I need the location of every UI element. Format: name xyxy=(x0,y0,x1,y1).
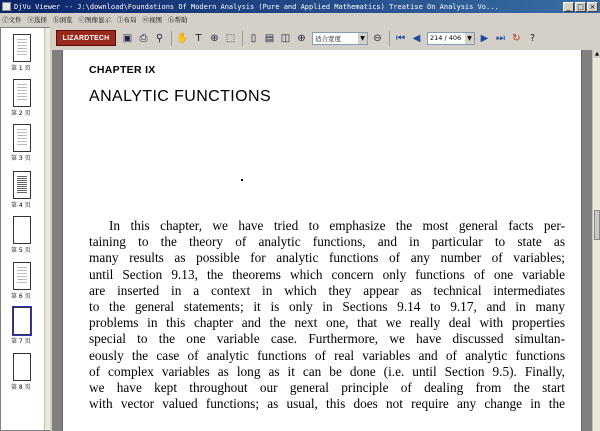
app-icon xyxy=(2,2,11,11)
thumbnail-label: 第 5 页 xyxy=(11,247,31,254)
page-number-field[interactable] xyxy=(427,32,475,45)
first-page-icon[interactable]: ⏮ xyxy=(396,32,405,44)
zoom-tool-icon[interactable]: ⊕ xyxy=(210,32,219,44)
menu-image-display[interactable]: ⓒ图像显示 xyxy=(78,16,111,24)
page-thumbnail[interactable] xyxy=(13,216,31,244)
zoom-value: 适合宽度 xyxy=(315,34,341,43)
page-number-value: 214 / 406 xyxy=(430,34,462,42)
page-thumbnail[interactable] xyxy=(13,171,31,199)
window-title: DjVu Viewer -- J:\download\Foundations Of Modern Analysis (Pure and Applied Mathematics) Treatise On Analysis Vo... xyxy=(14,2,499,11)
menu-browse[interactable]: ⓑ浏览 xyxy=(53,16,73,24)
text-line: of complex variables as long as it can be done (i.e. until Section 9.5). Finally, xyxy=(89,363,565,379)
facing-pages-icon[interactable]: ◫ xyxy=(280,32,291,44)
menu-bar xyxy=(0,13,600,26)
close-button[interactable]: × xyxy=(587,2,598,12)
page-thumbnail[interactable] xyxy=(13,353,31,381)
thumbnail-label: 第 2 页 xyxy=(11,110,31,117)
chapter-number: CHAPTER IX xyxy=(89,64,156,76)
menu-view[interactable]: ⓦ视图 xyxy=(142,16,162,24)
thumbnail-label: 第 1 页 xyxy=(11,65,31,72)
chevron-down-icon[interactable]: ▼ xyxy=(465,33,474,44)
thumbnail-label: 第 3 页 xyxy=(11,155,31,162)
text-line: In this chapter, we have tried to emphasize the most general facts per- xyxy=(109,218,565,233)
text-line: with vector valued functions; as usual, this does not require any change in the xyxy=(89,396,565,412)
rotate-icon[interactable]: ↻ xyxy=(512,32,521,44)
single-page-icon[interactable]: ▯ xyxy=(250,32,257,44)
page-thumbnail[interactable] xyxy=(13,34,31,62)
find-icon[interactable]: ⚲ xyxy=(155,32,164,44)
thumbnail-scrollbar[interactable] xyxy=(44,28,50,430)
save-icon[interactable]: ▣ xyxy=(122,32,133,44)
toolbar-separator xyxy=(389,31,390,46)
text-line: problems in this chapter and the next one, that we really deal with properties xyxy=(89,315,565,331)
text-line: eously the case of analytic functions of real variables and of analytic functions xyxy=(89,347,565,363)
lizardtech-logo[interactable]: LIZARDTECH xyxy=(56,30,116,46)
body-paragraph xyxy=(89,218,565,412)
document-view[interactable] xyxy=(52,50,592,431)
menu-layout[interactable]: ⓛ布局 xyxy=(117,16,137,24)
toolbar xyxy=(52,27,600,49)
menu-file[interactable]: ⓕ文件 xyxy=(2,16,22,24)
thumbnail-label: 第 4 页 xyxy=(11,202,31,209)
text-select-icon[interactable]: T xyxy=(195,32,202,44)
text-line: taining to the theory of analytic functions, and in particular to state as xyxy=(89,234,565,250)
continuous-page-icon[interactable]: ▤ xyxy=(264,32,275,44)
next-page-icon[interactable]: ▶ xyxy=(480,32,489,44)
toolbar-separator xyxy=(242,31,243,46)
maximize-button[interactable]: □ xyxy=(575,2,586,12)
menu-select[interactable]: ⓢ选择 xyxy=(27,16,47,24)
help-icon[interactable]: ? xyxy=(529,32,536,44)
minimize-button[interactable]: _ xyxy=(563,2,574,12)
page-thumbnail-selected[interactable] xyxy=(13,307,31,335)
text-line: special to the one variable case. Furthermore, we have discussed simultan- xyxy=(89,331,565,347)
scrollbar-thumb[interactable] xyxy=(594,210,600,240)
previous-page-icon[interactable]: ◀ xyxy=(412,32,421,44)
page-thumbnail[interactable] xyxy=(13,262,31,290)
thumbnail-label: 第 7 页 xyxy=(11,338,31,345)
document-scrollbar[interactable] xyxy=(592,50,600,431)
chevron-down-icon[interactable]: ▼ xyxy=(358,33,367,44)
thumbnail-label: 第 6 页 xyxy=(11,293,31,300)
text-line: we have kept throughout our general principle of dealing from the start xyxy=(89,380,565,396)
title-bar xyxy=(0,0,600,13)
chapter-title: ANALYTIC FUNCTIONS xyxy=(89,88,272,105)
last-page-icon[interactable]: ⏭ xyxy=(496,32,505,44)
text-line: many results as possible for analytic functions of any number of variables; xyxy=(89,250,565,266)
menu-help[interactable]: ⓗ帮助 xyxy=(168,16,188,24)
rect-select-icon[interactable]: ⬚ xyxy=(225,32,236,44)
text-line: are inserted in a context in which they appear as technical intermediates xyxy=(89,282,565,298)
thumbnail-pane xyxy=(0,27,50,431)
text-line: until Section 9.13, the theorems which concern only functions of one variable xyxy=(89,266,565,282)
text-line: to the general statements; it is only in Sections 9.14 to 9.17, and in many xyxy=(89,299,565,315)
page-mark xyxy=(241,179,243,181)
zoom-out-icon[interactable]: ⊖ xyxy=(373,32,382,44)
thumbnail-label: 第 8 页 xyxy=(11,384,31,391)
scroll-up-icon[interactable]: ▲ xyxy=(593,50,600,58)
print-icon[interactable]: ⎙ xyxy=(139,32,148,44)
window-controls xyxy=(563,2,598,12)
toolbar-separator xyxy=(171,31,172,46)
zoom-select[interactable] xyxy=(312,32,368,45)
page-thumbnail[interactable] xyxy=(13,124,31,152)
document-page xyxy=(62,50,582,431)
zoom-in-icon[interactable]: ⊕ xyxy=(297,32,306,44)
page-thumbnail[interactable] xyxy=(13,79,31,107)
hand-tool-icon[interactable]: ✋ xyxy=(176,32,189,44)
